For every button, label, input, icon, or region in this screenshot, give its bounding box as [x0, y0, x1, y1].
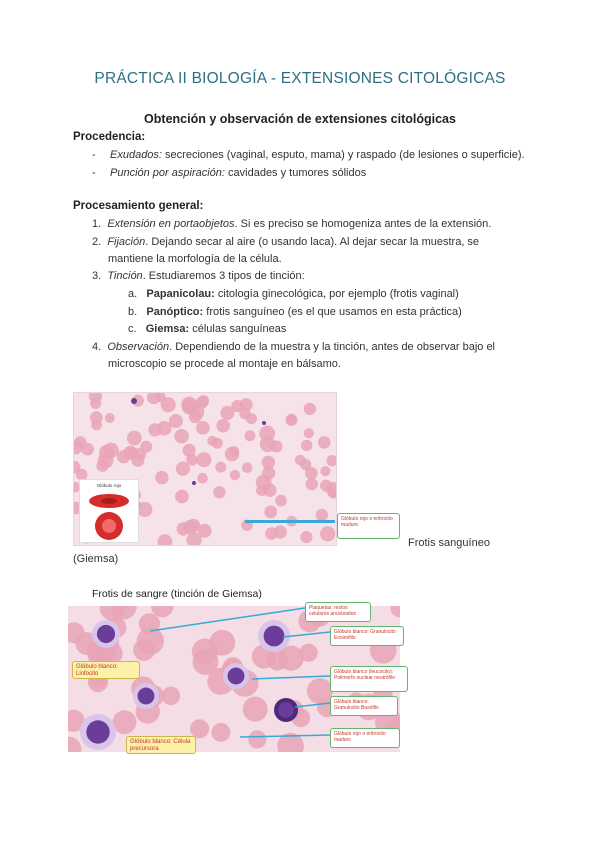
callout-plaquetas: Plaquetas: restos celulares anucleados — [305, 602, 371, 622]
callout-eosinofilo: Glóbulo blanco: Granulocito Eosinófilo — [330, 626, 404, 646]
callout-eritrocito: Glóbulo rojo o eritrocito maduro — [330, 728, 400, 748]
letter: b. — [128, 306, 138, 318]
tincion-text: células sanguíneas — [189, 323, 287, 335]
step-term: Observación — [107, 341, 170, 353]
inset-label: Glóbulo rojo — [96, 483, 122, 488]
procesamiento-heading: Procesamiento general: — [73, 200, 204, 212]
tincion-text: frotis sanguíneo (es el que usamos en esta práctica) — [203, 306, 462, 318]
figure1-caption: Frotis sanguíneo — [408, 537, 490, 549]
letter: a. — [128, 288, 138, 300]
step-term: Extensión en portaobjetos — [107, 218, 235, 230]
step-2-cont: mantiene la morfología de la célula. — [108, 253, 282, 265]
step-term: Tinción — [107, 270, 143, 282]
letter: c. — [128, 323, 137, 335]
rbc-callout: Glóbulo rojo o eritrocito maduro — [337, 513, 400, 539]
step-text: . Si es preciso se homogeniza antes de la extensión. — [234, 218, 492, 230]
callout-linfocito: Glóbulo blanco: Linfocito — [72, 661, 140, 679]
figure1-caption-cont: (Giemsa) — [73, 553, 119, 565]
step-number: 1. — [92, 218, 102, 230]
callout-monocito: Glóbulo blanco: Célula precursora — [126, 736, 196, 754]
term: Punción por aspiración: — [110, 167, 225, 179]
figure2-title: Frotis de sangre (tinción de Giemsa) — [92, 588, 262, 600]
step-number: 3. — [92, 270, 102, 282]
procedencia-item: - Punción por aspiración: cavidades y tumores sólidos — [92, 167, 367, 179]
page-title: PRÁCTICA II BIOLOGÍA - EXTENSIONES CITOLÓGICAS — [94, 70, 506, 87]
callout-neutrofilo: Glóbulo blanco (leucocito): Polimorfo nuclear neutrófilo — [330, 666, 408, 692]
procedencia-item: - Exudados: secreciones (vaginal, esputo, mama) y raspado (de lesiones o superficie). — [92, 149, 525, 161]
tincion-text: citología ginecológica, por ejemplo (frotis vaginal) — [214, 288, 459, 300]
term: Exudados: — [110, 149, 162, 161]
step-number: 2. — [92, 236, 102, 248]
tincion-name: Giemsa: — [145, 323, 190, 335]
step-text: . Dejando secar al aire (o usando laca). Al dejar secar la muestra, se — [145, 236, 480, 248]
step-text: . Dependiendo de la muestra y la tinción, antes de observar bajo el — [169, 341, 496, 353]
step-4-cont: microscopio se procede al montaje en bálsamo. — [108, 358, 341, 370]
item-text: cavidades y tumores sólidos — [224, 167, 367, 179]
step-text: . Estudiaremos 3 tipos de tinción: — [142, 270, 305, 282]
callout-basofilo: Glóbulo blanco: Granulocito Basófilo — [330, 696, 398, 716]
section-subtitle: Obtención y observación de extensiones citológicas — [144, 112, 456, 126]
step-term: Fijación — [107, 236, 146, 248]
step-number: 4. — [92, 341, 102, 353]
procedencia-heading: Procedencia: — [73, 131, 146, 143]
tincion-name: Papanicolau: — [146, 288, 215, 300]
item-text: secreciones (vaginal, esputo, mama) y raspado (de lesiones o superficie). — [161, 149, 525, 161]
tincion-name: Panóptico: — [146, 306, 204, 318]
